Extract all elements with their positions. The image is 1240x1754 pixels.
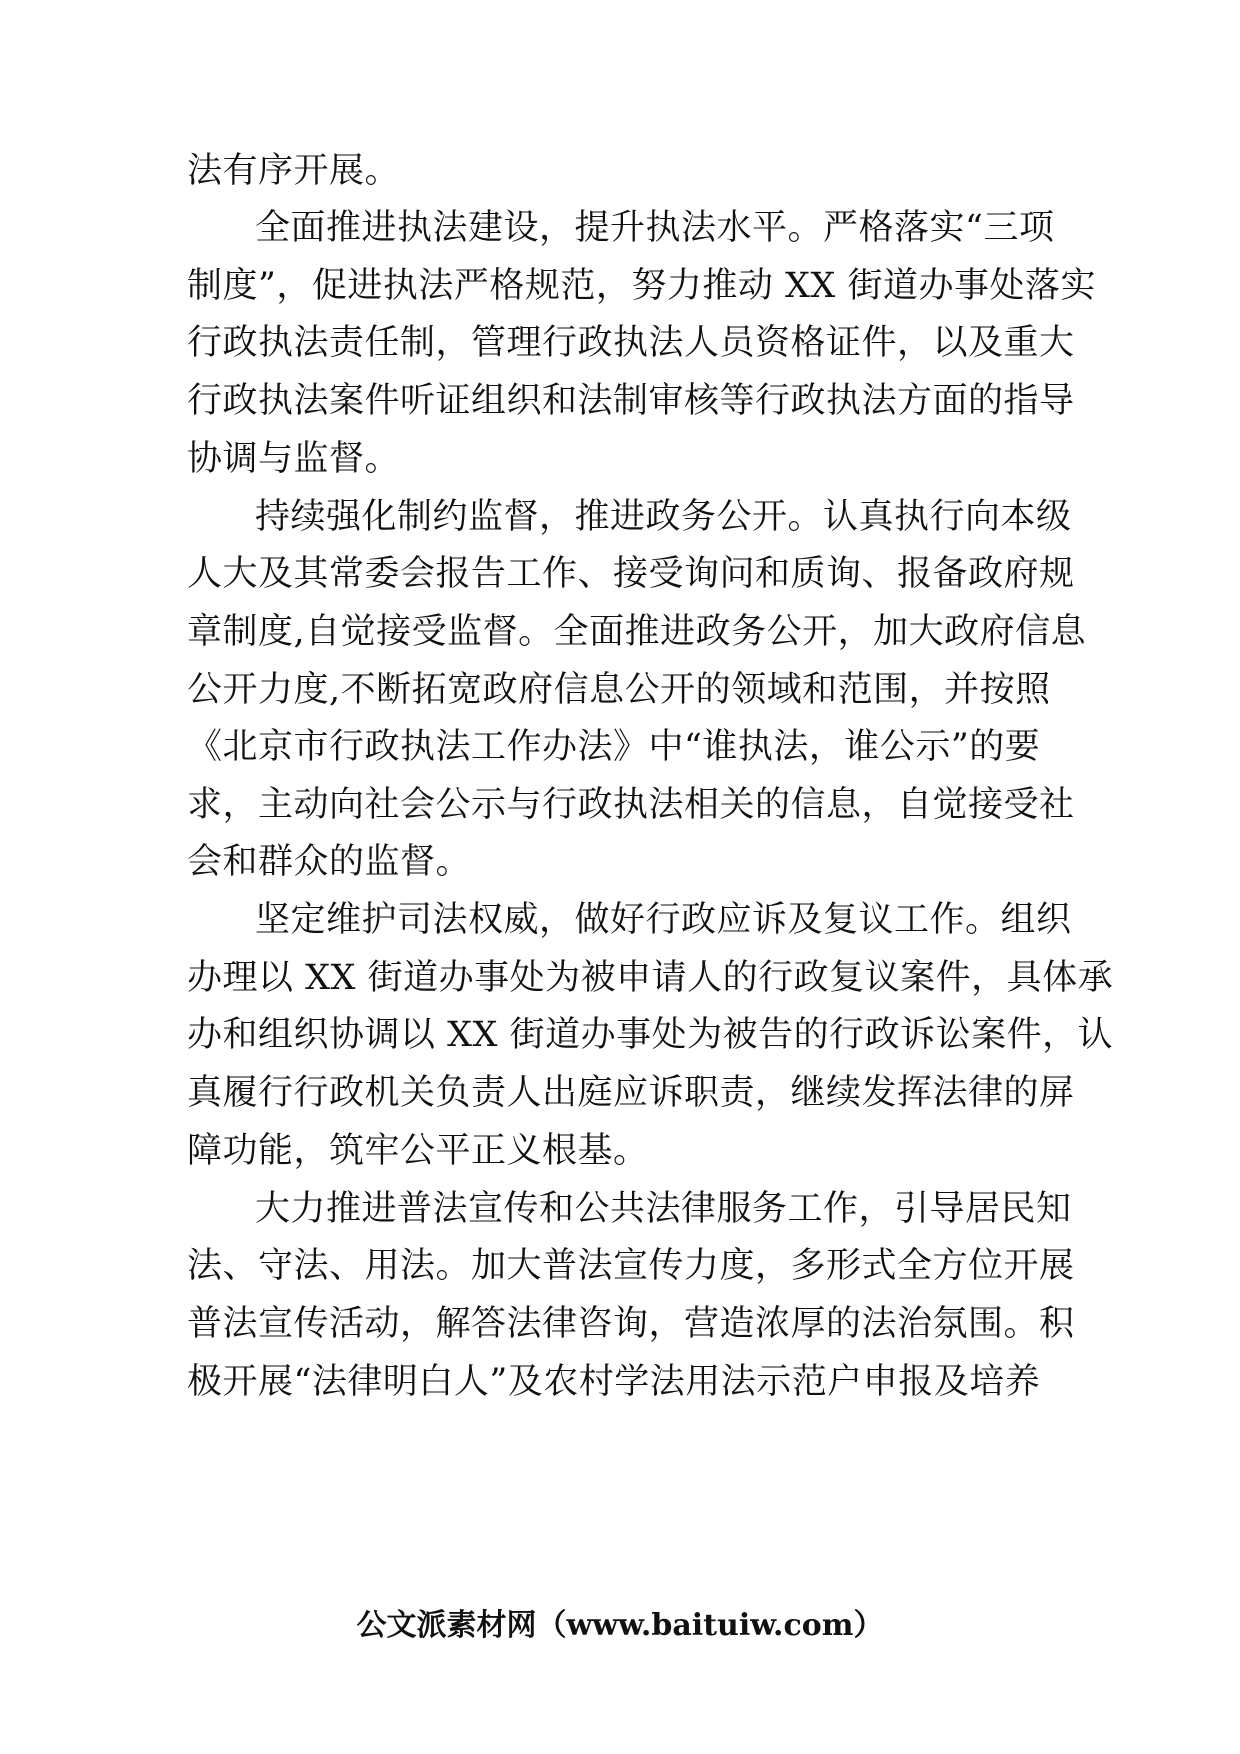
- text-line: 普法宣传活动，解答法律咨询，营造浓厚的法治氛围。积: [187, 1304, 1075, 1344]
- text-line: 法、守法、用法。加大普法宣传力度，多形式全方位开展: [187, 1246, 1075, 1286]
- text-line: 行政执法案件听证组织和法制审核等行政执法方面的指导: [187, 381, 1075, 421]
- text-line: 章制度,自觉接受监督。全面推进政务公开，加大政府信息: [187, 612, 1087, 652]
- text-line: 协调与监督。: [187, 439, 401, 479]
- paragraph-start-line: 大力推进普法宣传和公共法律服务工作，引导居民知: [255, 1189, 1072, 1229]
- text-line: 办理以 XX 街道办事处为被申请人的行政复议案件，具体承: [187, 958, 1114, 998]
- footer-watermark-text: 公文派素材网（www.baituiw.com）: [356, 1608, 884, 1643]
- text-line: 公开力度,不断拓宽政府信息公开的领域和范围，并按照: [187, 670, 1051, 710]
- text-line: 极开展“法律明白人”及农村学法用法示范户申报及培养: [187, 1362, 1041, 1402]
- text-line: 障功能，筑牢公平正义根基。: [187, 1131, 649, 1171]
- text-line: 行政执法责任制，管理行政执法人员资格证件，以及重大: [187, 323, 1075, 363]
- text-line: 会和群众的监督。: [187, 842, 472, 882]
- text-line: 求，主动向社会公示与行政执法相关的信息，自觉接受社: [187, 785, 1075, 825]
- text-line: 人大及其常委会报告工作、接受询问和质询、报备政府规: [187, 554, 1075, 594]
- paragraph-start-line: 持续强化制约监督，推进政务公开。认真执行向本级: [255, 497, 1072, 537]
- paragraph-start-line: 坚定维护司法权威，做好行政应诉及复议工作。组织: [255, 900, 1072, 940]
- text-line: 办和组织协调以 XX 街道办事处为被告的行政诉讼案件，认: [187, 1015, 1114, 1055]
- text-line: 真履行行政机关负责人出庭应诉职责，继续发挥法律的屏: [187, 1073, 1075, 1113]
- text-line: 法有序开展。: [187, 151, 401, 191]
- paragraph-start-line: 全面推进执法建设，提升执法水平。严格落实“三项: [255, 208, 1055, 248]
- text-line: 《北京市行政执法工作办法》中“谁执法，谁公示”的要: [187, 727, 1041, 767]
- text-line: 制度”，促进执法严格规范，努力推动 XX 街道办事处落实: [187, 266, 1096, 306]
